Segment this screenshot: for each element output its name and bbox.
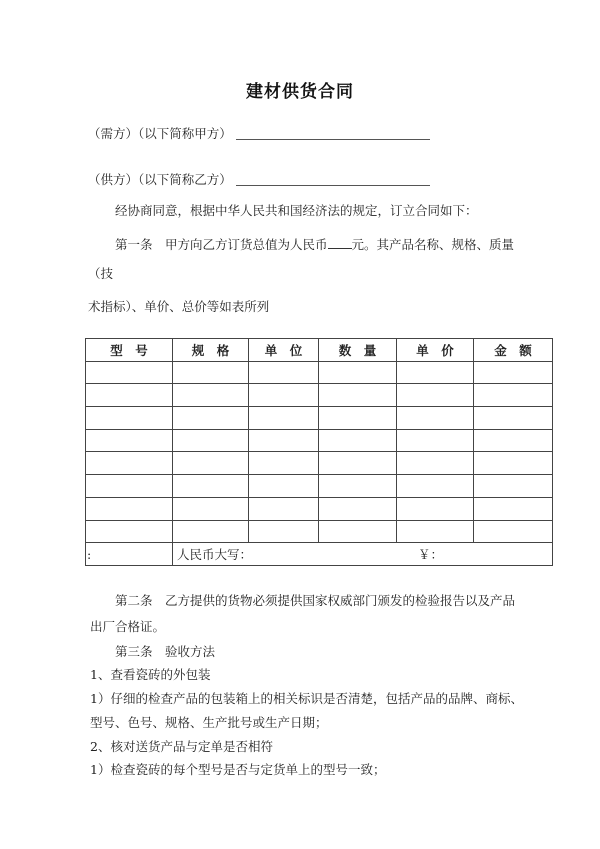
buyer-blank[interactable]: [236, 139, 430, 140]
item-1-1-cont: 型号、色号、规格、生产批号或生产日期；: [90, 715, 328, 730]
seller-label: （供方）（以下简称乙方）: [88, 172, 232, 187]
cell[interactable]: [173, 452, 249, 475]
cell[interactable]: [249, 475, 319, 498]
cell[interactable]: [397, 520, 474, 543]
cell[interactable]: [86, 407, 173, 430]
table-row: [86, 361, 553, 384]
table-header-row: [86, 339, 553, 362]
amount-blank[interactable]: [328, 236, 352, 249]
cell[interactable]: [86, 497, 173, 520]
cell[interactable]: [397, 452, 474, 475]
table-summary-row: [86, 543, 553, 566]
article-1-part-d: 术指标）、单价、总价等如表所列: [88, 299, 270, 314]
cell[interactable]: [86, 429, 173, 452]
cell[interactable]: [397, 475, 474, 498]
cell[interactable]: [86, 361, 173, 384]
article-2-cont: 出厂合格证。: [90, 619, 166, 634]
item-2-1: 1）检查瓷砖的每个型号是否与定货单上的型号一致；: [90, 762, 386, 777]
cell[interactable]: [319, 497, 397, 520]
cell[interactable]: [86, 452, 173, 475]
cell[interactable]: [86, 475, 173, 498]
cell[interactable]: [319, 452, 397, 475]
item-1: 1、查看瓷砖的外包装: [90, 667, 211, 682]
cell[interactable]: [319, 475, 397, 498]
cell[interactable]: [319, 429, 397, 452]
table-row: [86, 452, 553, 475]
cell[interactable]: [474, 429, 553, 452]
summary-total-cell[interactable]: [173, 543, 553, 566]
table-row: [86, 475, 553, 498]
cell[interactable]: [173, 361, 249, 384]
cell[interactable]: [474, 452, 553, 475]
article-3-heading: 第三条 验收方法: [115, 644, 216, 659]
item-2: 2、核对送货产品与定单是否相符: [90, 739, 273, 754]
article-2-text: 第二条 乙方提供的货物必须提供国家权威部门颁发的检验报告以及产品: [115, 593, 516, 608]
cell[interactable]: [173, 497, 249, 520]
table-row: [86, 520, 553, 543]
cell[interactable]: [319, 361, 397, 384]
article-1-text: [115, 236, 514, 253]
article-1-part-c: （技: [88, 266, 114, 281]
cell[interactable]: [249, 520, 319, 543]
cell[interactable]: [173, 407, 249, 430]
cell[interactable]: [249, 361, 319, 384]
cell[interactable]: [173, 520, 249, 543]
cell[interactable]: [319, 407, 397, 430]
article-1-part-b: 元。其产品名称、规格、质量: [351, 237, 515, 252]
header-model: 型 号: [86, 339, 173, 362]
table-row: [86, 384, 553, 407]
table-row: [86, 497, 553, 520]
cell[interactable]: [173, 384, 249, 407]
total-in-words-label: 人民币大写：: [177, 547, 253, 563]
item-1-1: 1）仔细的检查产品的包装箱上的相关标识是否清楚，包括产品的品牌、商标、: [90, 691, 523, 706]
cell[interactable]: [249, 407, 319, 430]
header-spec: 规 格: [173, 339, 249, 362]
cell[interactable]: [474, 407, 553, 430]
cell[interactable]: [86, 520, 173, 543]
cell[interactable]: [474, 384, 553, 407]
article-1-part-a: 第一条 甲方向乙方订货总值为人民币: [115, 237, 328, 252]
cell[interactable]: [173, 475, 249, 498]
cell[interactable]: [397, 407, 474, 430]
buyer-label: （需方）（以下简称甲方）: [88, 126, 232, 141]
cell[interactable]: [173, 429, 249, 452]
header-unit-price: 单 价: [397, 339, 474, 362]
seller-blank[interactable]: [236, 185, 430, 186]
cell[interactable]: [249, 429, 319, 452]
cell[interactable]: [86, 384, 173, 407]
cell[interactable]: [474, 475, 553, 498]
product-table: [85, 338, 553, 566]
cell[interactable]: [319, 520, 397, 543]
header-amount: 金 额: [474, 339, 553, 362]
document-title: 建材供货合同: [246, 82, 354, 102]
cell[interactable]: [397, 497, 474, 520]
total-yuan-label: ￥：: [418, 547, 444, 563]
cell[interactable]: [474, 520, 553, 543]
header-quantity: 数 量: [319, 339, 397, 362]
summary-label: :: [86, 543, 173, 566]
cell[interactable]: [249, 384, 319, 407]
table-row: [86, 429, 553, 452]
cell[interactable]: [249, 497, 319, 520]
intro-text: 经协商同意，根据中华人民共和国经济法的规定，订立合同如下：: [115, 203, 478, 218]
header-unit: 单 位: [249, 339, 319, 362]
cell[interactable]: [397, 429, 474, 452]
cell[interactable]: [397, 384, 474, 407]
cell[interactable]: [474, 361, 553, 384]
cell[interactable]: [319, 384, 397, 407]
table-row: [86, 407, 553, 430]
cell[interactable]: [474, 497, 553, 520]
cell[interactable]: [249, 452, 319, 475]
cell[interactable]: [397, 361, 474, 384]
